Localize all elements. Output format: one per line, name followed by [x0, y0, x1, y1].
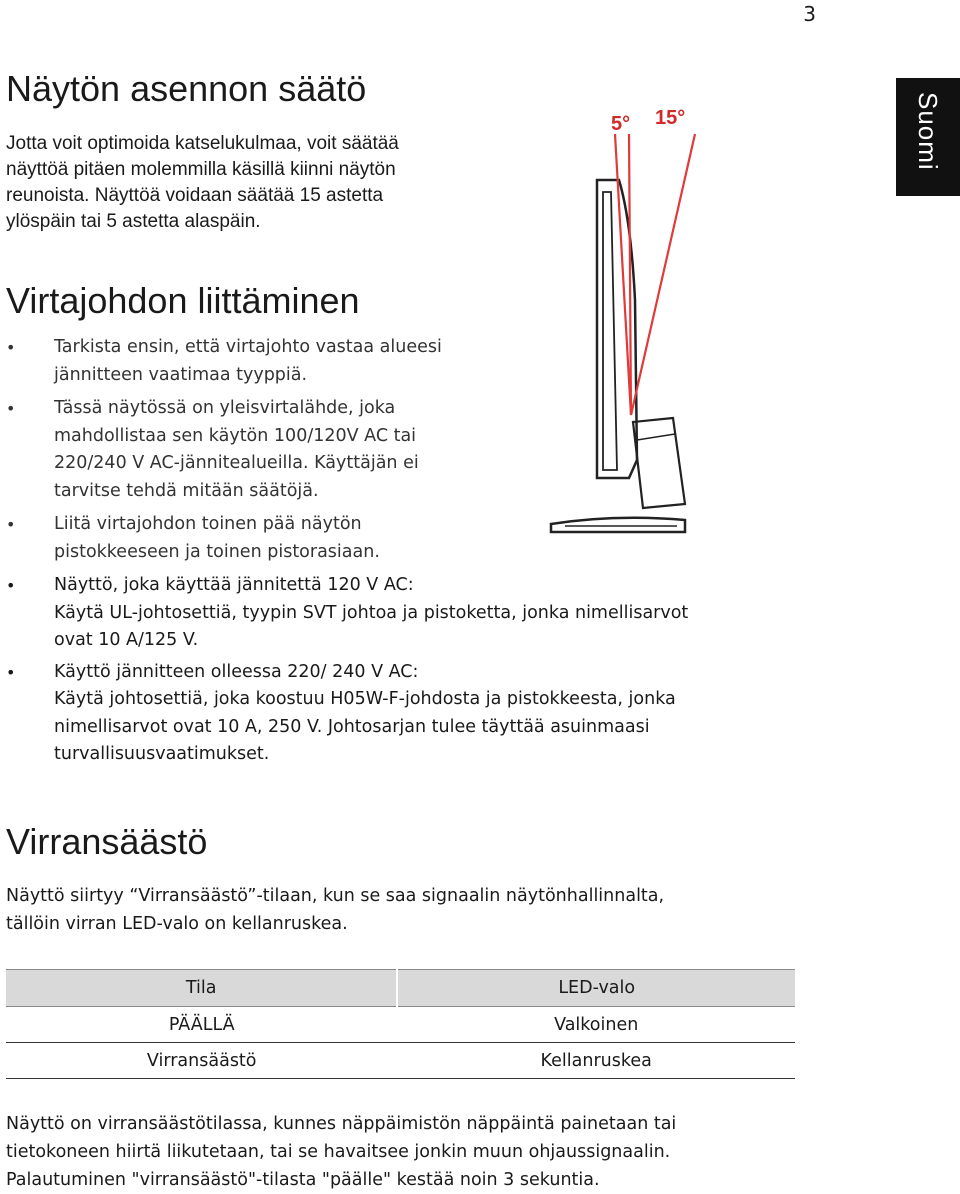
list-line: Liitä virtajohdon toinen pää näytön: [54, 514, 362, 534]
list-item: [0, 659, 900, 769]
list-line: pistokkeeseen ja toinen pistorasiaan.: [54, 541, 380, 562]
list-line: Käyttö jännitteen olleessa 220/ 240 V AC:: [54, 661, 419, 682]
heading-tilt-adjustment: Näytön asennon säätö: [6, 68, 367, 109]
table-row: [6, 1007, 795, 1043]
table-header-row: [6, 970, 795, 1007]
tilt-up-label: 15°: [655, 107, 686, 129]
intro-line: ylöspäin tai 5 astetta alaspäin.: [6, 211, 261, 232]
bullet-icon: •: [6, 338, 16, 357]
list-line: Näyttö, joka käyttää jännitettä 120 V AC:: [54, 575, 414, 595]
heading-power-saving: Virransäästö: [6, 821, 208, 862]
intro-line: näyttöä pitäen molemmilla käsillä kiinni näytön: [6, 159, 396, 180]
language-tab-label: Suomi: [913, 92, 943, 171]
page-number: 3: [803, 2, 816, 26]
list-line: mahdollistaa sen käytön 100/120V AC tai: [54, 425, 417, 446]
list-line: nimellisarvot ovat 10 A, 250 V. Johtosarjan tulee täyttää asuinmaasi: [54, 716, 650, 737]
column-header-led: LED-valo: [397, 970, 795, 1007]
led-status-table: [6, 969, 795, 1079]
intro-line: Jotta voit optimoida katselukulmaa, voit säätää: [6, 133, 399, 154]
list-item: [0, 572, 900, 655]
power-saving-paragraph: Näyttö siirtyy “Virransäästö”-tilaan, kun se saa signaalin näytönhallinnalta, tällöin virran LED-valo on kellanruskea.: [6, 886, 665, 934]
list-line: turvallisuusvaatimukset.: [54, 744, 270, 764]
list-line: Tarkista ensin, että virtajohto vastaa alueesi: [54, 337, 442, 357]
bullet-icon: •: [6, 576, 16, 595]
table-cell: Valkoinen: [397, 1007, 795, 1043]
table-row: [6, 1043, 795, 1079]
power-cord-list: [0, 334, 900, 769]
list-line: Tässä näytössä on yleisvirtalähde, joka: [54, 398, 396, 418]
table-cell: Kellanruskea: [397, 1043, 795, 1079]
list-line: Käytä johtosettiä, joka koostuu H05W-F-johdosta ja pistokkeesta, jonka: [54, 689, 676, 709]
table-cell: Virransäästö: [6, 1043, 397, 1079]
list-line: Käytä UL-johtosettiä, tyypin SVT johtoa ja pistoketta, jonka nimellisarvot: [54, 602, 689, 623]
list-line: tarvitse tehdä mitään säätöjä.: [54, 480, 319, 501]
intro-line: reunoista. Näyttöä voidaan säätää 15 astetta: [6, 185, 384, 206]
bullet-icon: •: [6, 515, 16, 534]
tilt-down-label: 5°: [611, 113, 631, 135]
column-header-state: Tila: [6, 970, 397, 1007]
language-tab: [896, 78, 960, 196]
list-item: [0, 395, 534, 505]
bullet-icon: •: [6, 399, 16, 418]
intro-paragraph: [6, 131, 506, 235]
list-line: jännitteen vaatimaa tyyppiä.: [54, 364, 308, 385]
list-item: [0, 334, 534, 389]
recovery-paragraph: Näyttö on virransäästötilassa, kunnes näppäimistön näppäintä painetaan tai tietokoneen hiirtä liikutetaan, tai se havaitsee jonkin muun ohjaussignaalin. Palautuminen "virransäästö"-tilasta "päälle" kestää noin 3 sekuntia.: [6, 1114, 677, 1190]
list-line: ovat 10 A/125 V.: [54, 630, 199, 650]
list-item: [0, 511, 534, 566]
list-line: 220/240 V AC-jännitealueilla. Käyttäjän ei: [54, 453, 419, 473]
table-cell: PÄÄLLÄ: [6, 1007, 397, 1043]
heading-power-cord: Virtajohdon liittäminen: [6, 280, 360, 321]
bullet-icon: •: [6, 662, 16, 682]
